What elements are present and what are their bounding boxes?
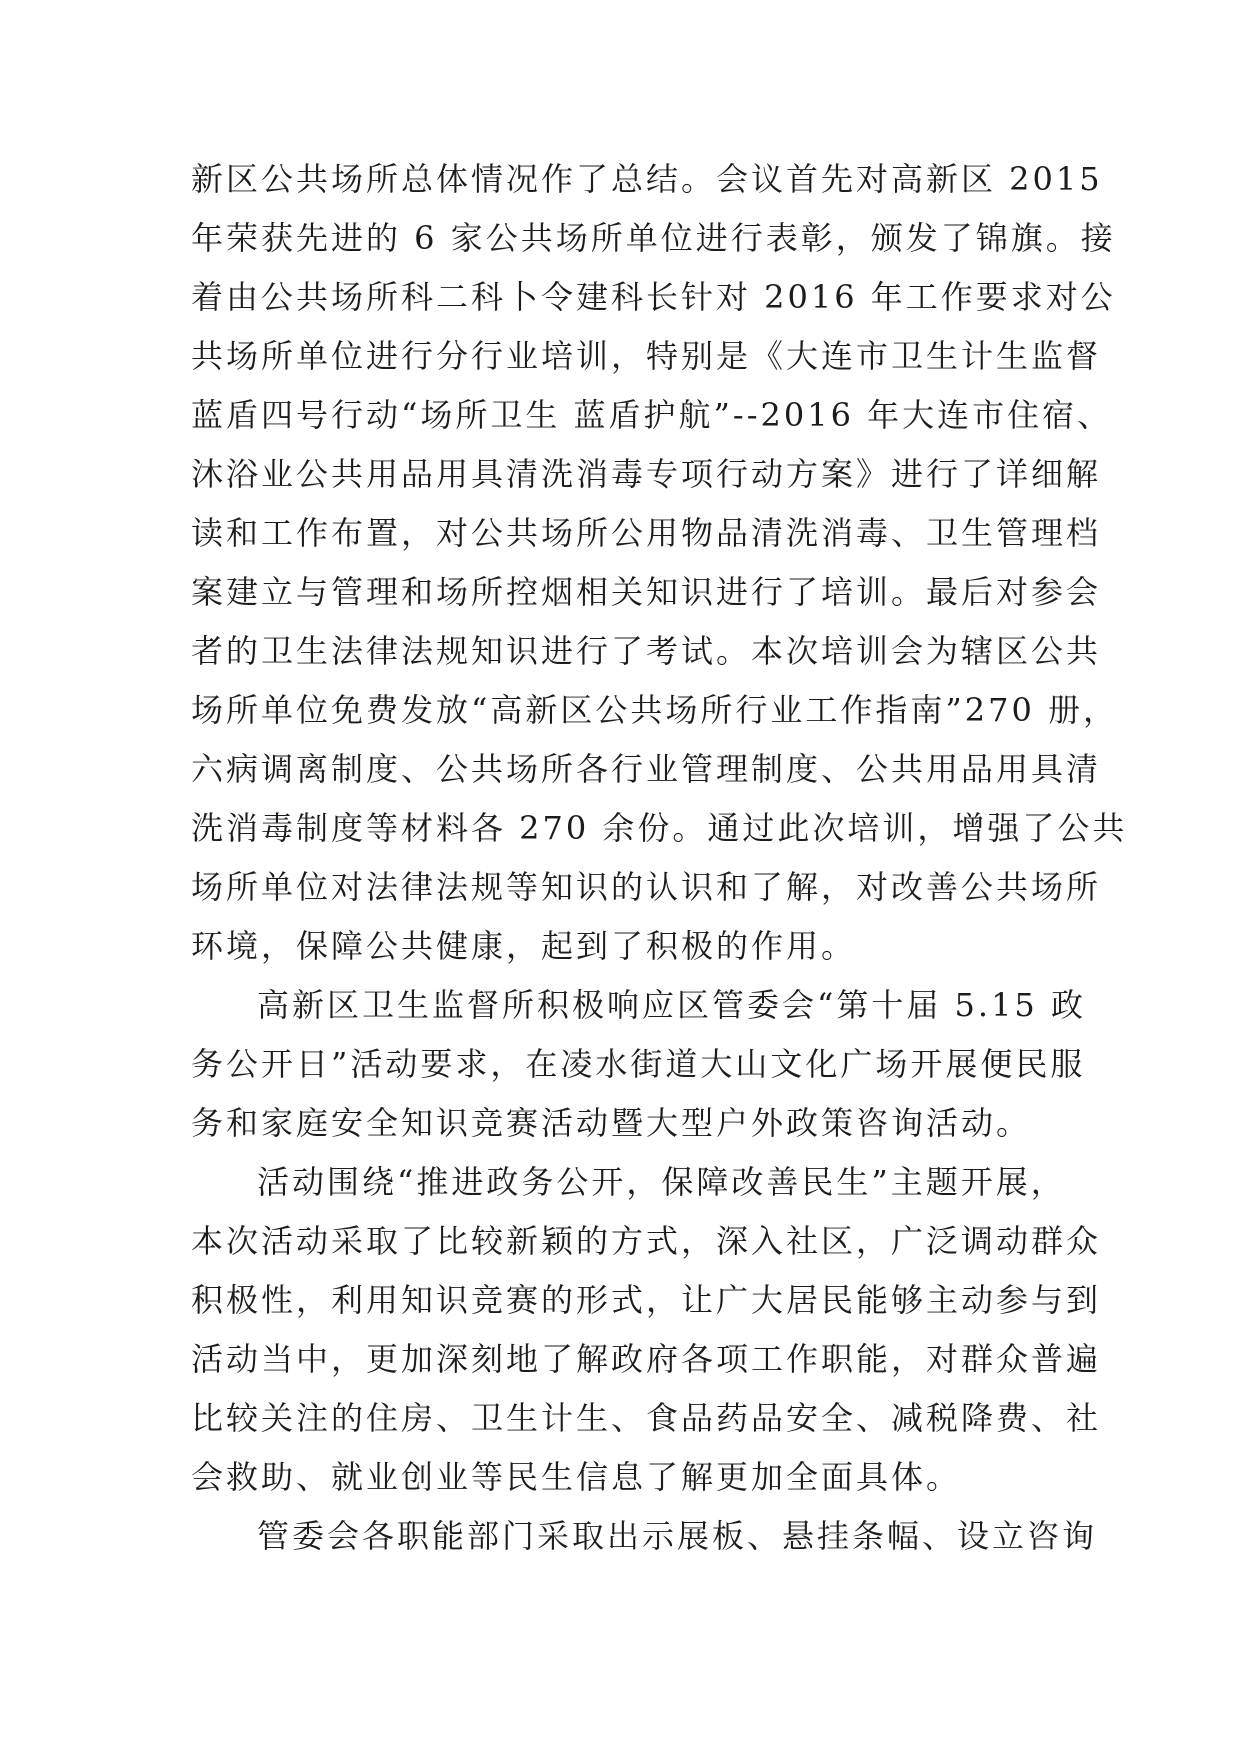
paragraph-training-summary bbox=[191, 158, 1128, 984]
text-line: 者的卫生法律法规知识进行了考试。本次培训会为辖区公共 bbox=[191, 632, 1102, 670]
text-line: 六病调离制度、公共场所各行业管理制度、公共用品用具清 bbox=[191, 750, 1102, 788]
text-line: 蓝盾四号行动“场所卫生 蓝盾护航”--2016 年大连市住宿、 bbox=[191, 396, 1113, 434]
text-line: 新区公共场所总体情况作了总结。会议首先对高新区 2015 bbox=[191, 160, 1103, 198]
document-body bbox=[191, 158, 1128, 1574]
text-line: 洗消毒制度等材料各 270 余份。通过此次培训，增强了公共 bbox=[191, 809, 1128, 847]
text-line: 比较关注的住房、卫生计生、食品药品安全、减税降费、社 bbox=[191, 1399, 1102, 1437]
text-line: 活动围绕“推进政务公开，保障改善民生”主题开展， bbox=[257, 1163, 1066, 1201]
paragraph-open-government-day bbox=[191, 984, 1086, 1161]
text-line: 场所单位免费发放“高新区公共场所行业工作指南”270 册， bbox=[191, 691, 1118, 729]
paragraph-activity-theme bbox=[191, 1161, 1102, 1515]
text-line: 管委会各职能部门采取出示展板、悬挂条幅、设立咨询 bbox=[257, 1517, 1098, 1555]
text-line: 环境，保障公共健康，起到了积极的作用。 bbox=[191, 927, 857, 965]
text-line: 场所单位对法律法规等知识的认识和了解，对改善公共场所 bbox=[191, 868, 1102, 906]
text-line: 沐浴业公共用品用具清洗消毒专项行动方案》进行了详细解 bbox=[191, 455, 1102, 493]
text-line: 积极性，利用知识竞赛的形式，让广大居民能够主动参与到 bbox=[191, 1281, 1102, 1319]
text-line: 本次活动采取了比较新颖的方式，深入社区，广泛调动群众 bbox=[191, 1222, 1102, 1260]
text-line: 共场所单位进行分行业培训，特别是《大连市卫生计生监督 bbox=[191, 337, 1102, 375]
text-line: 年荣获先进的 6 家公共场所单位进行表彰，颁发了锦旗。接 bbox=[191, 219, 1116, 257]
text-line: 务和家庭安全知识竞赛活动暨大型户外政策咨询活动。 bbox=[191, 1104, 1032, 1142]
text-line: 会救助、就业创业等民生信息了解更加全面具体。 bbox=[191, 1458, 962, 1496]
text-line: 高新区卫生监督所积极响应区管委会“第十届 5.15 政 bbox=[257, 986, 1086, 1024]
text-line: 务公开日”活动要求，在凌水街道大山文化广场开展便民服 bbox=[191, 1045, 1086, 1083]
paragraph-departments bbox=[191, 1515, 1098, 1574]
text-line: 读和工作布置，对公共场所公用物品清洗消毒、卫生管理档 bbox=[191, 514, 1102, 552]
text-line: 案建立与管理和场所控烟相关知识进行了培训。最后对参会 bbox=[191, 573, 1102, 611]
text-line: 活动当中，更加深刻地了解政府各项工作职能，对群众普遍 bbox=[191, 1340, 1102, 1378]
text-line: 着由公共场所科二科卜令建科长针对 2016 年工作要求对公 bbox=[191, 278, 1116, 316]
